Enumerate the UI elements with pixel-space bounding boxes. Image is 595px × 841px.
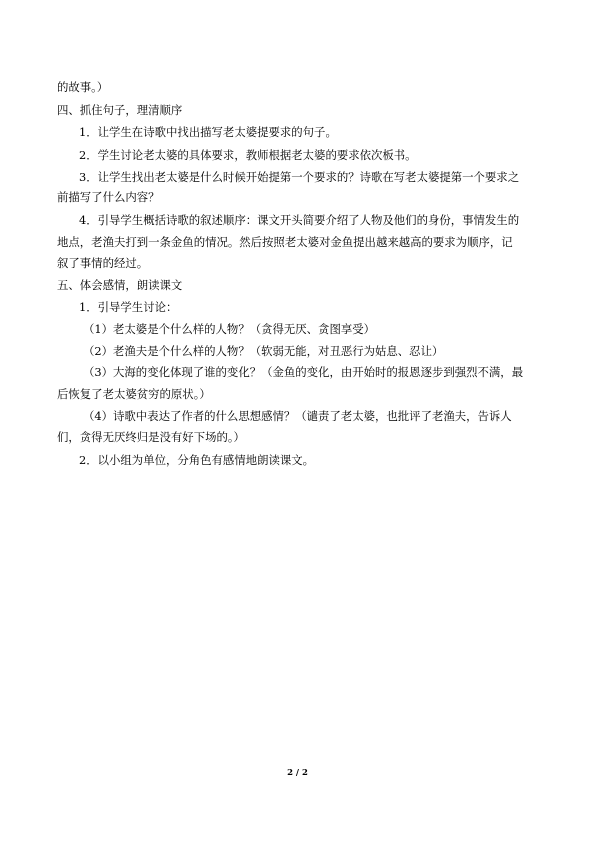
text-line: 1．引导学生讨论： [79, 300, 178, 314]
text-line: 们，贪得无厌终归是没有好下场的。） [57, 430, 245, 444]
text-line: 地点，老渔夫打到一条金鱼的情况。然后按照老太婆对金鱼提出越来越高的要求为顺序，记 [57, 235, 513, 249]
text-line: （2）老渔夫是个什么样的人物？（软弱无能，对丑恶行为姑息、忍让） [83, 344, 444, 358]
text-line: （4）诗歌中表达了作者的什么思想感情？（谴责了老太婆，也批评了老渔夫，告诉人 [83, 409, 512, 423]
text-line: （3）大海的变化体现了谁的变化？（金鱼的变化，由开始时的报恩逐步到强烈不满，最 [83, 365, 524, 379]
text-line: 4．引导学生概括诗歌的叙述顺序：课文开头简要介绍了人物及他们的身份，事情发生的 [79, 213, 520, 227]
text-line: 叙了事情的经过。 [57, 256, 149, 270]
text-line: （1）老太婆是个什么样的人物？（贪得无厌、贪图享受） [83, 322, 376, 336]
text-line: 2．学生讨论老太婆的具体要求，教师根据老太婆的要求依次板书。 [79, 148, 417, 162]
text-line: 1．让学生在诗歌中找出描写老太婆提要求的句子。 [79, 125, 337, 139]
text-line: 后恢复了老太婆贫穷的原状。） [57, 387, 211, 401]
section-heading: 四、抓住句子，理清顺序 [57, 103, 183, 117]
page-number: 2 / 2 [287, 768, 308, 778]
text-line: 3．让学生找出老太婆是什么时候开始提第一个要求的？诗歌在写老太婆提第一个要求之 [79, 170, 520, 184]
text-line: 前描写了什么内容？ [57, 190, 160, 204]
section-heading: 五、体会感情，朗读课文 [57, 278, 183, 292]
text-line: 的故事。） [57, 80, 109, 94]
text-line: 2．以小组为单位，分角色有感情地朗读课文。 [79, 453, 315, 467]
